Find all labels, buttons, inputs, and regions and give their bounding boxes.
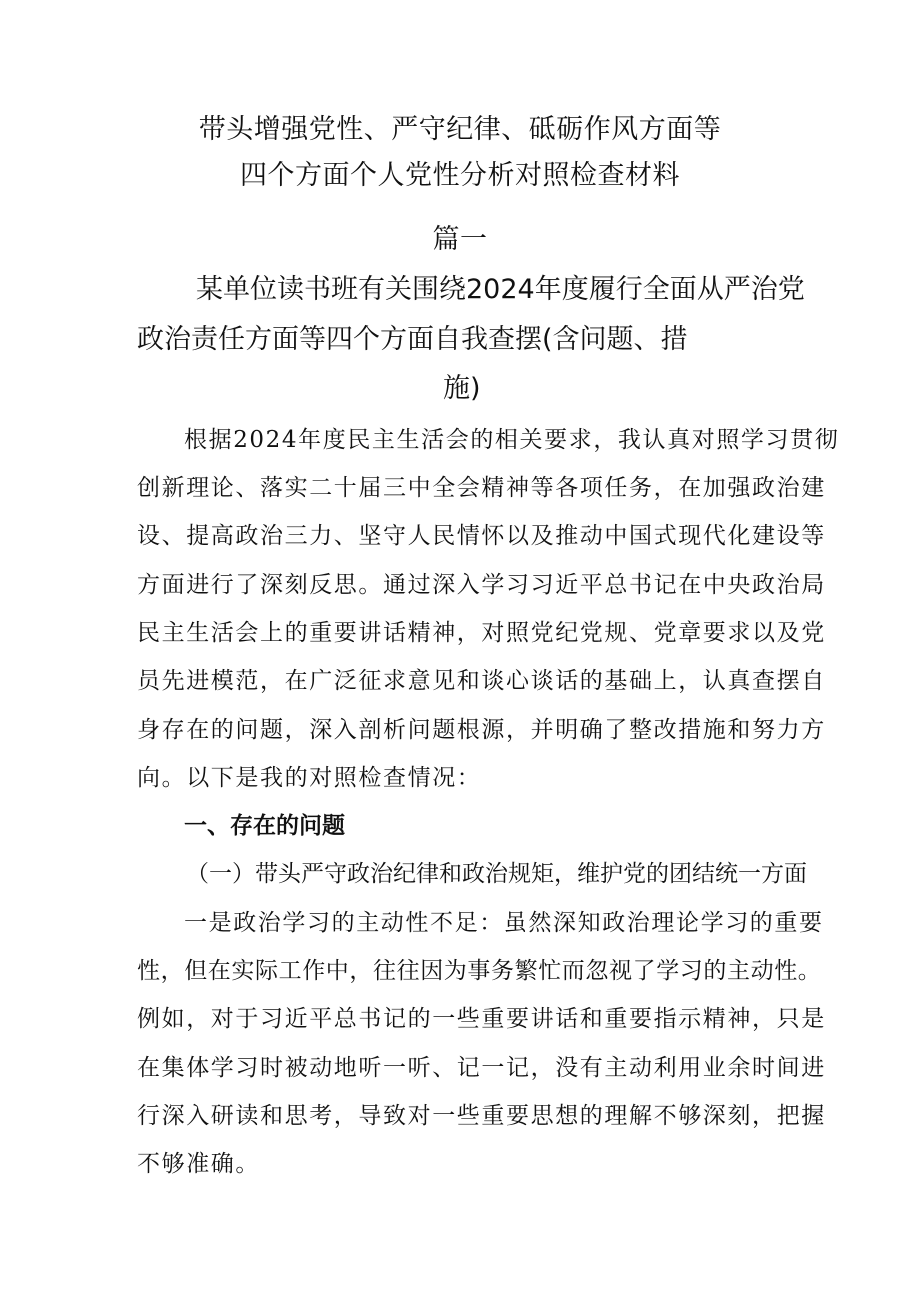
intro-line: 向。以下是我的对照检查情况：	[137, 765, 482, 791]
paragraph-line: 不够准确。	[137, 1151, 260, 1177]
document-title-line-1: 带头增强党性、严守纪律、砥砺作风方面等	[198, 114, 722, 145]
subtitle-line-2: 政治责任方面等四个方面自我查摆(含问题、措	[137, 324, 688, 355]
paragraph-line: 一是政治学习的主动性不足：虽然深知政治理论学习的重要	[184, 910, 824, 936]
paragraph-line: 性，但在实际工作中，往往因为事务繁忙而忽视了学习的主动性。	[137, 958, 822, 984]
intro-line: 民主生活会上的重要讲话精神，对照党纪党规、党章要求以及党	[137, 620, 826, 646]
intro-line: 创新理论、落实二十届三中全会精神等各项任务，在加强政治建	[137, 475, 826, 501]
subtitle-line-1: 某单位读书班有关围绕2024年度履行全面从严治党	[196, 274, 805, 305]
section-label: 篇一	[432, 224, 488, 255]
sub-heading: （一）带头严守政治纪律和政治规矩，维护党的团结统一方面	[186, 861, 807, 887]
intro-line: 根据2024年度民主生活会的相关要求，我认真对照学习贯彻	[184, 427, 840, 453]
document-title-line-2: 四个方面个人党性分析对照检查材料	[240, 160, 680, 191]
paragraph-line: 例如，对于习近平总书记的一些重要讲话和重要指示精神，只是	[137, 1006, 826, 1032]
intro-line: 身存在的问题，深入剖析问题根源，并明确了整改措施和努力方	[137, 717, 826, 743]
paragraph-line: 行深入研读和思考，导致对一些重要思想的理解不够深刻，把握	[137, 1103, 826, 1129]
intro-line: 员先进模范，在广泛征求意见和谈心谈话的基础上，认真查摆自	[137, 668, 826, 694]
paragraph-line: 在集体学习时被动地听一听、记一记，没有主动利用业余时间进	[137, 1055, 826, 1081]
intro-line: 设、提高政治三力、坚守人民情怀以及推动中国式现代化建设等	[137, 523, 826, 549]
section-heading: 一、存在的问题	[184, 813, 345, 839]
intro-line: 方面进行了深刻反思。通过深入学习习近平总书记在中央政治局	[137, 572, 826, 598]
subtitle-line-3: 施)	[443, 373, 481, 404]
